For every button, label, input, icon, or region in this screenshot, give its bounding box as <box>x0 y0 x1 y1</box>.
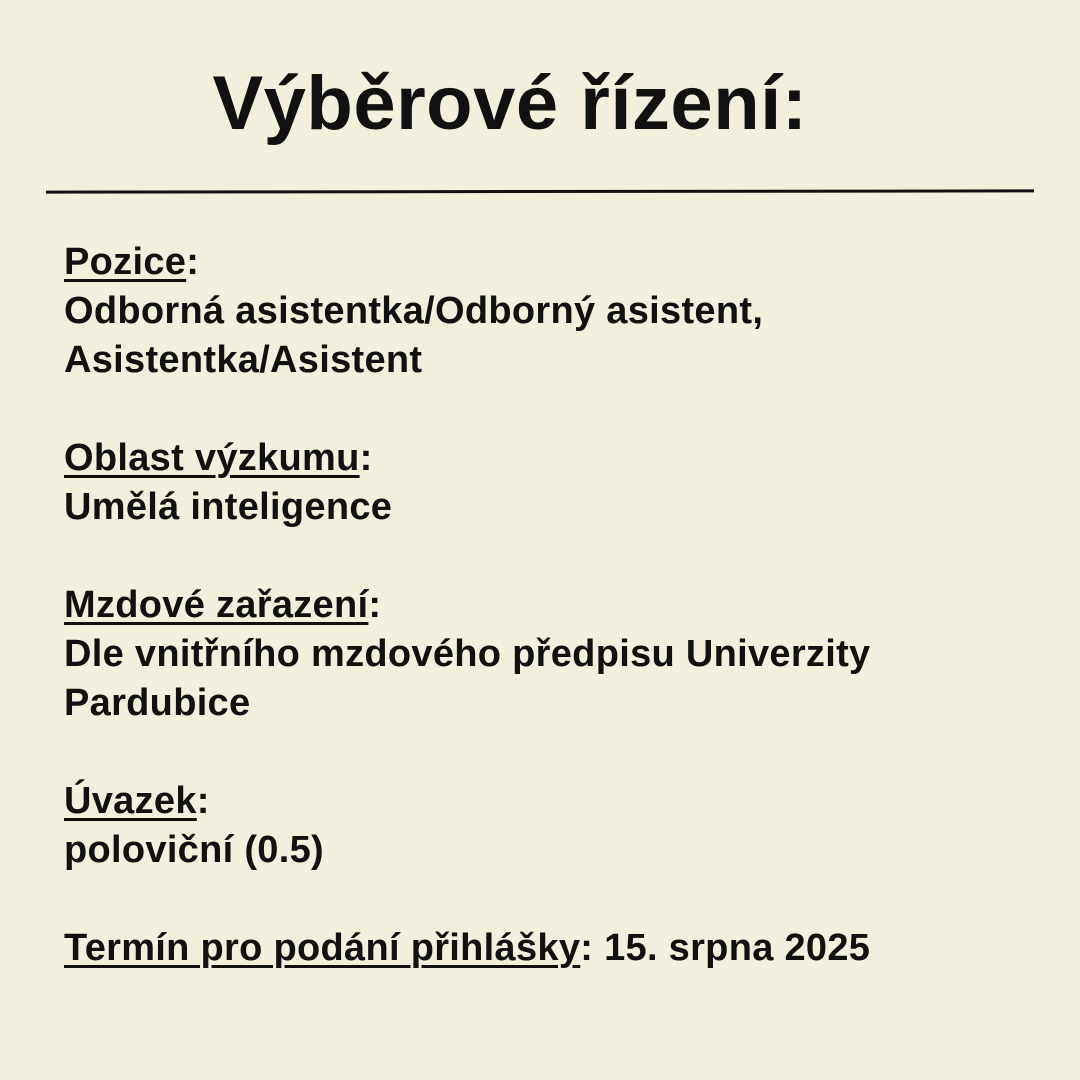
page-title: Výběrové řízení: <box>212 61 808 146</box>
deadline-section <box>64 924 1024 973</box>
position-label: Pozice <box>64 241 187 283</box>
salary-section <box>64 581 1024 728</box>
workload-section <box>64 777 1024 875</box>
workload-value: poloviční (0.5) <box>64 829 324 871</box>
deadline-colon: : <box>580 927 605 969</box>
position-section <box>64 238 1024 385</box>
research-area-label: Oblast výzkumu <box>64 437 360 479</box>
salary-label-line: Mzdové zařazení: <box>64 584 382 626</box>
deadline-label: Termín pro podání přihlášky <box>64 927 581 969</box>
position-value-line-2: Asistentka/Asistent <box>64 339 423 381</box>
salary-value-line-1: Dle vnitřního mzdového předpisu Univerzity <box>64 633 871 675</box>
workload-label: Úvazek <box>64 780 197 822</box>
salary-value-line-2: Pardubice <box>64 682 251 724</box>
deadline-value: 15. srpna 2025 <box>604 927 871 969</box>
posting-details <box>64 238 1024 1022</box>
research-area-value: Umělá inteligence <box>64 486 393 528</box>
research-area-label-line: Oblast výzkumu: <box>64 437 373 479</box>
position-label-line: Pozice: <box>64 241 200 283</box>
position-value-line-1: Odborná asistentka/Odborný asistent, <box>64 290 764 332</box>
workload-label-line: Úvazek: <box>64 780 210 822</box>
salary-label: Mzdové zařazení <box>64 584 369 626</box>
research-area-section <box>64 434 1024 532</box>
title-divider <box>46 189 1034 193</box>
